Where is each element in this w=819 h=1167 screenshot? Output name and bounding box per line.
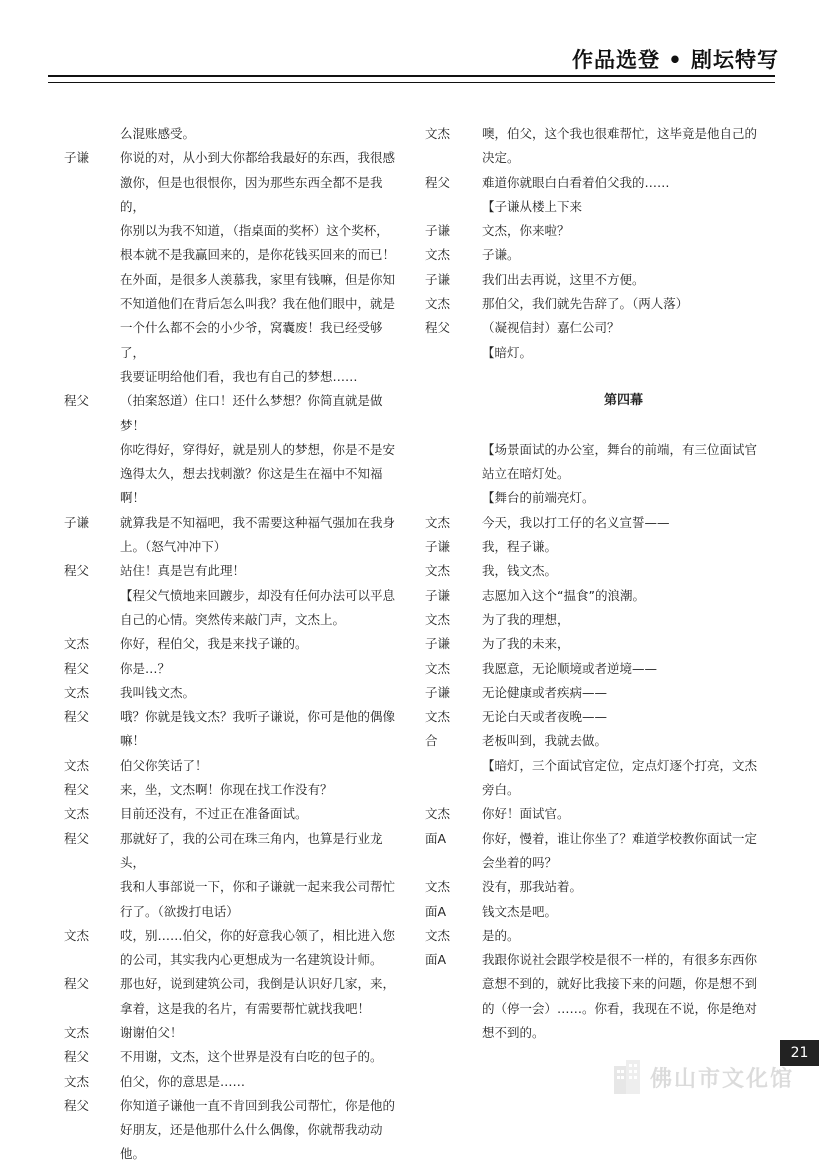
text-line: 你别以为我不知道，（指桌面的奖杯）这个奖杯， (120, 223, 389, 239)
dialogue-text (120, 146, 398, 389)
text-line: 在外面，是很多人羡慕我，家里有钱嘛，但是你知 (120, 271, 396, 287)
text-line: 我愿意，无论顺境或者逆境—— (482, 660, 658, 676)
section-title: 作品选登 • 剧坛特写 (571, 48, 779, 72)
watermark (612, 1058, 794, 1096)
dialogue-text (120, 559, 398, 583)
text-line: 站立在暗灯处。 (482, 466, 570, 482)
dialogue-row (64, 511, 398, 560)
speaker-name (425, 341, 482, 365)
text-line: 【暗灯。 (482, 344, 533, 360)
text-line: 是的。 (482, 927, 520, 943)
text-line: 我，程子谦。 (482, 539, 558, 555)
dialogue-text (482, 171, 765, 195)
speaker-name: 文杰 (425, 709, 451, 725)
text-line: 拿着，这是我的名片，有需要帮忙就找我吧！ (120, 1000, 371, 1016)
dialogue-row (64, 705, 398, 754)
dialogue-text (120, 778, 398, 802)
dialogue-text (482, 511, 765, 535)
dialogue-text (120, 1070, 398, 1094)
text-line: 【舞台的前端亮灯。 (482, 490, 595, 506)
dialogue-text (120, 389, 398, 510)
dialogue-row (425, 924, 765, 948)
speaker-name: 文杰 (425, 927, 451, 943)
speaker-name: 文杰 (425, 514, 451, 530)
speaker-name: 面A (425, 903, 447, 919)
speaker-name: 子谦 (64, 150, 90, 166)
speaker-name: 合 (425, 733, 438, 749)
dialogue-text (482, 438, 765, 487)
dialogue-text (482, 729, 765, 753)
text-line: 想不到的。 (482, 1024, 545, 1040)
text-line: 好朋友，还是他那什么什么偶像，你就帮我动动他。 (120, 1122, 383, 1162)
text-line: 为了我的理想， (482, 611, 570, 627)
dialogue-text (120, 924, 398, 973)
dialogue-text (120, 1045, 398, 1069)
dialogue-text (120, 584, 398, 633)
speaker-name: 子谦 (425, 539, 451, 555)
dialogue-row (425, 681, 765, 705)
text-line: 你知道子谦他一直不肯回到我公司帮忙，你是他的 (120, 1097, 396, 1113)
text-line: 我，钱文杰。 (482, 563, 558, 579)
text-line: 今天，我以打工仔的名义宣誓—— (482, 514, 670, 530)
text-line: 决定。 (482, 150, 520, 166)
text-line: 难道你就眼白白看着伯父我的…… (482, 174, 670, 190)
text-line: 会坐着的吗？ (482, 854, 558, 870)
speaker-name: 程父 (64, 976, 90, 992)
text-line: 文杰，你来啦？ (482, 223, 570, 239)
dialogue-row (425, 122, 765, 171)
dialogue-text (482, 292, 765, 316)
speaker-name: 程父 (64, 563, 90, 579)
dialogue-row (425, 486, 765, 510)
speaker-name: 子谦 (425, 271, 451, 287)
text-line: 伯父，你的意思是…… (120, 1073, 246, 1089)
text-line: 你是…？ (120, 660, 171, 676)
dialogue-row (64, 1094, 398, 1167)
speaker-name: 程父 (64, 393, 90, 409)
spacer (425, 365, 765, 389)
text-line: 啊！ (120, 490, 146, 506)
text-line: （凝视信封）嘉仁公司？ (482, 320, 620, 336)
dialogue-row (64, 681, 398, 705)
text-line: 噢，伯父，这个我也很难帮忙，这毕竟是他自己的 (482, 126, 758, 141)
dialogue-text (120, 681, 398, 705)
text-line: 我叫钱文杰。 (120, 684, 196, 700)
text-line: 【场景面试的办公室，舞台的前端，有三位面试官 (482, 441, 758, 457)
speaker-name: 程父 (64, 709, 90, 725)
text-line: 你好，慢着，谁让你坐了？难道学校教你面试一定 (482, 830, 758, 846)
dialogue-text (120, 1021, 398, 1045)
dialogue-text (482, 657, 765, 681)
dialogue-row (64, 754, 398, 778)
dialogue-row (64, 657, 398, 681)
speaker-name: 文杰 (64, 927, 90, 943)
dialogue-row (425, 511, 765, 535)
dialogue-row (64, 1021, 398, 1045)
dialogue-text (482, 243, 765, 267)
speaker-name: 文杰 (64, 636, 90, 652)
text-line: 站住！真是岂有此理！ (120, 563, 246, 579)
dialogue-row (425, 195, 765, 219)
text-line: 就算我是不知福吧，我不需要这种福气强加在我身 (120, 514, 396, 530)
speaker-name: 文杰 (425, 806, 451, 822)
text-line: 为了我的未来， (482, 636, 570, 652)
speaker-name: 文杰 (425, 126, 451, 141)
text-line: 没有，那我站着。 (482, 879, 583, 895)
dialogue-text (482, 316, 765, 340)
text-line: 子谦。 (482, 247, 520, 263)
dialogue-row (425, 438, 765, 487)
right-column-bottom (425, 438, 765, 1045)
dialogue-text (482, 875, 765, 899)
text-line: （拍案怒道）住口！还什么梦想？你简直就是做梦！ (120, 393, 383, 433)
speaker-name (425, 754, 482, 803)
dialogue-row (64, 1070, 398, 1094)
text-line: 的公司，其实我内心更想成为一名建筑设计师。 (120, 952, 383, 968)
text-line: 钱文杰是吧。 (482, 903, 558, 919)
dialogue-row (64, 778, 398, 802)
dialogue-text (482, 584, 765, 608)
text-line: 无论健康或者疾病—— (482, 684, 608, 700)
dialogue-text (120, 802, 398, 826)
speaker-name: 子谦 (64, 514, 90, 530)
speaker-name (425, 486, 482, 510)
page-number: 21 (780, 1040, 819, 1066)
speaker-name (64, 584, 120, 633)
right-column (425, 122, 765, 1045)
speaker-name: 子谦 (425, 587, 451, 603)
text-line: 你好！面试官。 (482, 806, 570, 822)
dialogue-row (425, 559, 765, 583)
speaker-name: 文杰 (425, 660, 451, 676)
text-line: 么混账感受。 (120, 126, 196, 141)
text-line: 激你，但是也很恨你，因为那些东西全都不是我的， (120, 174, 383, 214)
text-line: 那伯父，我们就先告辞了。（两人落） (482, 296, 689, 312)
dialogue-row (425, 900, 765, 924)
building-icon (612, 1058, 642, 1096)
dialogue-row (425, 316, 765, 340)
text-line: 你说的对，从小到大你都给我最好的东西，我很感 (120, 150, 396, 166)
dialogue-text (120, 1094, 398, 1167)
dialogue-row (64, 827, 398, 924)
dialogue-row (425, 171, 765, 195)
dialogue-row (425, 341, 765, 365)
dialogue-row (64, 146, 398, 389)
watermark-text: 佛山市文化馆 (650, 1066, 795, 1092)
dialogue-row (64, 584, 398, 633)
text-line: 【子谦从楼上下来 (482, 198, 583, 214)
dialogue-text (482, 754, 765, 803)
dialogue-text (120, 827, 398, 924)
text-line: 伯父你笑话了！ (120, 757, 208, 773)
dialogue-text (482, 924, 765, 948)
dialogue-row (425, 219, 765, 243)
dialogue-text (120, 511, 398, 560)
text-line: 上。（怒气冲冲下） (120, 539, 227, 555)
text-line: 不用谢，文杰，这个世界是没有白吃的包子的。 (120, 1049, 383, 1065)
dialogue-text (482, 122, 765, 171)
dialogue-row (64, 924, 398, 973)
dialogue-row (64, 1045, 398, 1069)
speaker-name: 文杰 (425, 563, 451, 579)
text-line: 哦？你就是钱文杰？我听子谦说，你可是他的偶像 (120, 709, 396, 725)
speaker-name: 子谦 (425, 636, 451, 652)
dialogue-row (64, 389, 398, 510)
dialogue-row (425, 948, 765, 1045)
dialogue-text (482, 802, 765, 826)
speaker-name: 程父 (425, 320, 451, 336)
text-line: 谢谢伯父！ (120, 1024, 183, 1040)
text-line: 自己的心情。突然传来敲门声，文杰上。 (120, 611, 346, 627)
dialogue-text (482, 827, 765, 876)
dialogue-text (482, 219, 765, 243)
text-line: 【暗灯，三个面试官定位，定点灯逐个打亮，文杰 (482, 757, 758, 773)
dialogue-text (482, 535, 765, 559)
dialogue-text (482, 948, 765, 1045)
act-heading: 第四幕 (603, 393, 643, 409)
speaker-name: 程父 (64, 782, 90, 798)
speaker-name: 文杰 (64, 806, 90, 822)
dialogue-text (120, 122, 398, 146)
text-line: 我要证明给他们看，我也有自己的梦想…… (120, 368, 358, 384)
text-line: 目前还没有，不过正在准备面试。 (120, 806, 308, 822)
dialogue-text (482, 559, 765, 583)
dialogue-text (482, 681, 765, 705)
dialogue-text (120, 705, 398, 754)
dialogue-row (425, 827, 765, 876)
dialogue-text (482, 608, 765, 632)
dialogue-text (482, 268, 765, 292)
text-line: 志愿加入这个“揾食”的浪潮。 (482, 587, 645, 603)
dialogue-text (482, 195, 765, 219)
dialogue-text (120, 754, 398, 778)
dialogue-row (425, 584, 765, 608)
speaker-name: 面A (425, 952, 447, 968)
dialogue-row (64, 559, 398, 583)
speaker-name: 面A (425, 830, 447, 846)
text-line: 根本就不是我赢回来的，是你花钱买回来的而已！ (120, 247, 396, 263)
speaker-name: 子谦 (425, 223, 451, 239)
text-line: 那就好了，我的公司在珠三角内，也算是行业龙头， (120, 830, 383, 870)
dialogue-row (425, 705, 765, 729)
dialogue-row (425, 608, 765, 632)
speaker-name: 文杰 (425, 247, 451, 263)
dialogue-text (482, 900, 765, 924)
text-line: 一个什么都不会的小少爷，窝囊废！我已经受够了， (120, 320, 383, 360)
speaker-name: 文杰 (64, 684, 90, 700)
dialogue-text (482, 341, 765, 365)
dialogue-row (425, 632, 765, 656)
dialogue-row (425, 292, 765, 316)
text-line: 无论白天或者夜晚—— (482, 709, 608, 725)
text-line: 的（停一会）……。你看，我现在不说，你是绝对 (482, 1000, 758, 1016)
speaker-name: 文杰 (425, 611, 451, 627)
speaker-name: 文杰 (64, 1024, 90, 1040)
dialogue-row (425, 268, 765, 292)
text-line: 我跟你说社会跟学校是很不一样的，有很多东西你 (482, 952, 758, 968)
speaker-name: 程父 (64, 660, 90, 676)
speaker-name: 文杰 (425, 879, 451, 895)
dialogue-row (425, 802, 765, 826)
dialogue-row (425, 729, 765, 753)
dialogue-text (120, 972, 398, 1021)
text-line: 旁白。 (482, 782, 520, 798)
speaker-name: 文杰 (425, 296, 451, 312)
speaker-name: 程父 (425, 174, 451, 190)
header-rule (48, 75, 775, 83)
speaker-name: 程父 (64, 1097, 90, 1113)
right-column-top (425, 122, 765, 365)
dialogue-text (120, 632, 398, 656)
dialogue-row (425, 243, 765, 267)
speaker-name: 程父 (64, 830, 90, 846)
left-column (64, 122, 398, 1167)
dialogue-text (120, 657, 398, 681)
speaker-name (425, 438, 482, 487)
text-line: 你吃得好，穿得好，就是别人的梦想，你是不是安 (120, 441, 396, 457)
text-line: 你好，程伯父，我是来找子谦的。 (120, 636, 308, 652)
speaker-name: 文杰 (64, 757, 90, 773)
dialogue-text (482, 486, 765, 510)
dialogue-text (482, 632, 765, 656)
dialogue-row (425, 875, 765, 899)
dialogue-row (425, 657, 765, 681)
speaker-name: 子谦 (425, 684, 451, 700)
text-line: 哎，别……伯父，你的好意我心领了，相比进入您 (120, 927, 396, 943)
speaker-name: 程父 (64, 1049, 90, 1065)
text-line: 老板叫到，我就去做。 (482, 733, 608, 749)
dialogue-row (425, 754, 765, 803)
dialogue-row (64, 802, 398, 826)
speaker-name (425, 195, 482, 219)
dialogue-row (425, 535, 765, 559)
spacer (425, 414, 765, 438)
text-line: 我们出去再说，这里不方便。 (482, 271, 645, 287)
text-line: 行了。（欲拨打电话） (120, 903, 239, 919)
text-line: 【程父气愤地来回踱步，却没有任何办法可以平息 (120, 587, 396, 603)
speaker-name: 文杰 (64, 1073, 90, 1089)
text-line: 嘛！ (120, 733, 146, 749)
dialogue-row (64, 122, 398, 146)
dialogue-text (482, 705, 765, 729)
text-line: 我和人事部说一下，你和子谦就一起来我公司帮忙 (120, 879, 396, 895)
dialogue-row (64, 972, 398, 1021)
text-line: 那也好，说到建筑公司，我倒是认识好几家，来， (120, 976, 396, 992)
text-line: 来，坐，文杰啊！你现在找工作没有？ (120, 782, 333, 798)
text-line: 逸得太久，想去找刺激？你这是生在福中不知福 (120, 466, 383, 482)
speaker-name (64, 122, 120, 146)
text-line: 不知道他们在背后怎么叫我？我在他们眼中，就是 (120, 296, 396, 312)
dialogue-row (64, 632, 398, 656)
text-line: 意想不到的，就好比我接下来的问题，你是想不到 (482, 976, 758, 992)
